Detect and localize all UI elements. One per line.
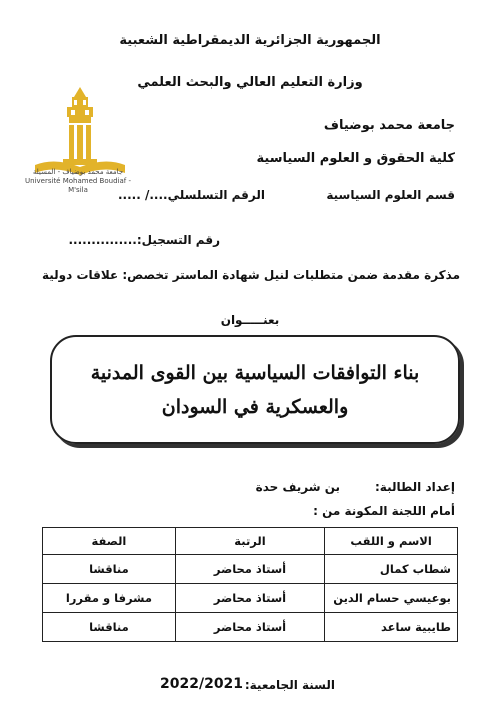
member-role: مشرفا و مقررا <box>43 584 176 613</box>
logo-caption-latin: Université Mohamed Boudiaf - M'sila <box>25 177 131 194</box>
header-rank: الرتبة <box>175 528 324 555</box>
member-role: مناقشا <box>43 613 176 642</box>
member-rank: أستاذ محاضر <box>175 555 324 584</box>
serial-number: الرقم التسلسلي..../ ..... <box>118 188 265 202</box>
logo-caption <box>18 168 138 195</box>
student-name: بن شريف حدة <box>255 480 340 494</box>
logo-caption-arabic: جامعة محمد بوضياف - المسيلة <box>32 168 124 176</box>
table-row <box>43 555 458 584</box>
member-name: بوعيسي حسام الدين <box>325 584 458 613</box>
member-name: طايبية ساعد <box>325 613 458 642</box>
header-name: الاسم و اللقب <box>325 528 458 555</box>
table-row <box>43 584 458 613</box>
thesis-title-box <box>50 335 460 444</box>
registration-number: رقم التسجيل:............... <box>68 233 220 247</box>
student-label: إعداد الطالبة: <box>375 480 455 494</box>
header-role: الصفة <box>43 528 176 555</box>
table-row <box>43 613 458 642</box>
committee-table <box>42 527 458 642</box>
member-rank: أستاذ محاضر <box>175 613 324 642</box>
member-rank: أستاذ محاضر <box>175 584 324 613</box>
ministry-header: وزارة التعليم العالي والبحث العلمي <box>137 75 363 90</box>
university-name: جامعة محمد بوضياف <box>323 118 455 133</box>
faculty-name: كلية الحقوق و العلوم السياسية <box>256 151 455 166</box>
department-name: قسم العلوم السياسية <box>326 188 455 202</box>
title-label: بعنـــــوان <box>220 313 280 327</box>
committee-intro: أمام اللجنة المكونة من : <box>313 504 455 518</box>
table-header-row <box>43 528 458 555</box>
republic-header: الجمهورية الجزائرية الديمقراطية الشعبية <box>119 33 381 48</box>
memo-description: مذكرة مقدمة ضمن متطلبات لنيل شهادة الماستر تخصص: علاقات دولية <box>41 268 460 282</box>
thesis-title-line-2: والعسكرية في السودان <box>161 395 349 418</box>
member-name: شطاب كمال <box>325 555 458 584</box>
academic-year-value: 2022/2021 <box>160 676 244 692</box>
academic-year-label: السنة الجامعية: <box>244 678 335 692</box>
thesis-title-line-1: بناء التوافقات السياسية بين القوى المدنية <box>90 361 420 384</box>
member-role: مناقشا <box>43 555 176 584</box>
